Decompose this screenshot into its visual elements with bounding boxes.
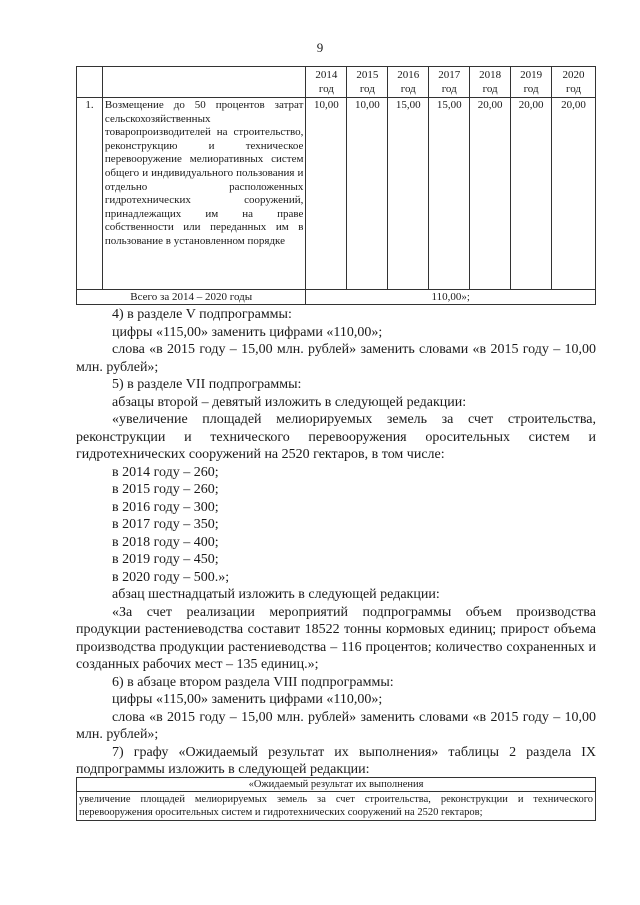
document-body: [76, 306, 596, 779]
total-row: [77, 290, 596, 305]
year-header: 2020 год: [552, 67, 596, 98]
row-value: 10,00: [306, 98, 347, 290]
paragraph: 6) в абзаце втором раздела VIII подпрограммы:: [112, 674, 394, 690]
row-value: 20,00: [470, 98, 511, 290]
total-value: 110,00»;: [306, 290, 596, 305]
subsidy-table: [76, 66, 596, 305]
list-item: в 2018 году – 400;: [112, 534, 219, 550]
list-item: в 2014 году – 260;: [112, 464, 219, 480]
paragraph: 7) графу «Ожидаемый результат их выполнения» таблицы 2 раздела IX подпрограммы изложить в следующей редакции:: [76, 744, 596, 777]
paragraph: 4) в разделе V подпрограммы:: [112, 307, 292, 322]
paragraph: слова «в 2015 году – 15,00 млн. рублей» заменить словами «в 2015 году – 10,00 млн. рублей»;: [76, 342, 596, 375]
page-number: 9: [316, 40, 324, 55]
list-item: в 2015 году – 260;: [112, 482, 219, 497]
year-header: 2016 год: [388, 67, 429, 98]
row-value: 15,00: [388, 98, 429, 290]
list-item: в 2016 году – 300;: [112, 499, 219, 515]
paragraph: абзац шестнадцатый изложить в следующей редакции:: [112, 587, 440, 602]
row-value: 10,00: [347, 98, 388, 290]
year-header: 2018 год: [470, 67, 511, 98]
paragraph: «увеличение площадей мелиорируемых земель за счет строительства, реконструкции и технического перевооружения оросительных систем и гидротехнических сооружений на 2520 гектаров, в том числе:: [76, 412, 596, 462]
paragraph: абзацы второй – девятый изложить в следующей редакции:: [112, 394, 467, 410]
table-header-row: [77, 778, 596, 792]
table-header-row: [77, 67, 596, 98]
paragraph: 5) в разделе VII подпрограммы:: [112, 377, 302, 392]
paragraph: цифры «115,00» заменить цифрами «110,00»;: [112, 324, 383, 340]
table-row: [77, 98, 596, 290]
paragraph: слова «в 2015 году – 15,00 млн. рублей» заменить словами «в 2015 году – 10,00 млн. рублей»;: [76, 709, 596, 742]
list-item: в 2019 году – 450;: [112, 552, 219, 567]
year-header: 2015 год: [347, 67, 388, 98]
expected-result-cell: увеличение площадей мелиорируемых земель за счет строительства, реконструкции и технического перевооружения оросительных систем и гидротехнических сооружений на 2520 гектаров;: [77, 792, 596, 821]
paragraph: «За счет реализации мероприятий подпрограммы объем производства продукции растениеводства составит 18522 тонны кормовых единиц; прирост объема производства продукции растениеводства – 116 процентов; количество сохраненных и созданных рабочих мест – 135 единиц.»;: [76, 604, 596, 672]
row-value: 15,00: [429, 98, 470, 290]
row-index: 1.: [77, 98, 103, 290]
row-value: 20,00: [511, 98, 552, 290]
expected-result-header: «Ожидаемый результат их выполнения: [77, 778, 596, 792]
list-item: в 2020 году – 500.»;: [112, 569, 230, 585]
year-header: 2019 год: [511, 67, 552, 98]
table-row: [77, 792, 596, 821]
year-header: 2014 год: [306, 67, 347, 98]
expected-result-table: [76, 777, 596, 821]
paragraph: цифры «115,00» заменить цифрами «110,00»;: [112, 692, 383, 707]
row-value: 20,00: [552, 98, 596, 290]
total-label: Всего за 2014 – 2020 годы: [77, 290, 306, 305]
list-item: в 2017 году – 350;: [112, 517, 219, 532]
year-header: 2017 год: [429, 67, 470, 98]
row-description: Возмещение до 50 процентов затрат сельскохозяйственных товаропроизводителей на строительство, реконструкцию и техническое перевооружение мелиоративных систем общего и индивидуального пользования и отдельно расположенных гидротехнических сооружений, принадлежащих им на праве собственности или переданных им в пользование в установленном порядке: [102, 98, 306, 290]
